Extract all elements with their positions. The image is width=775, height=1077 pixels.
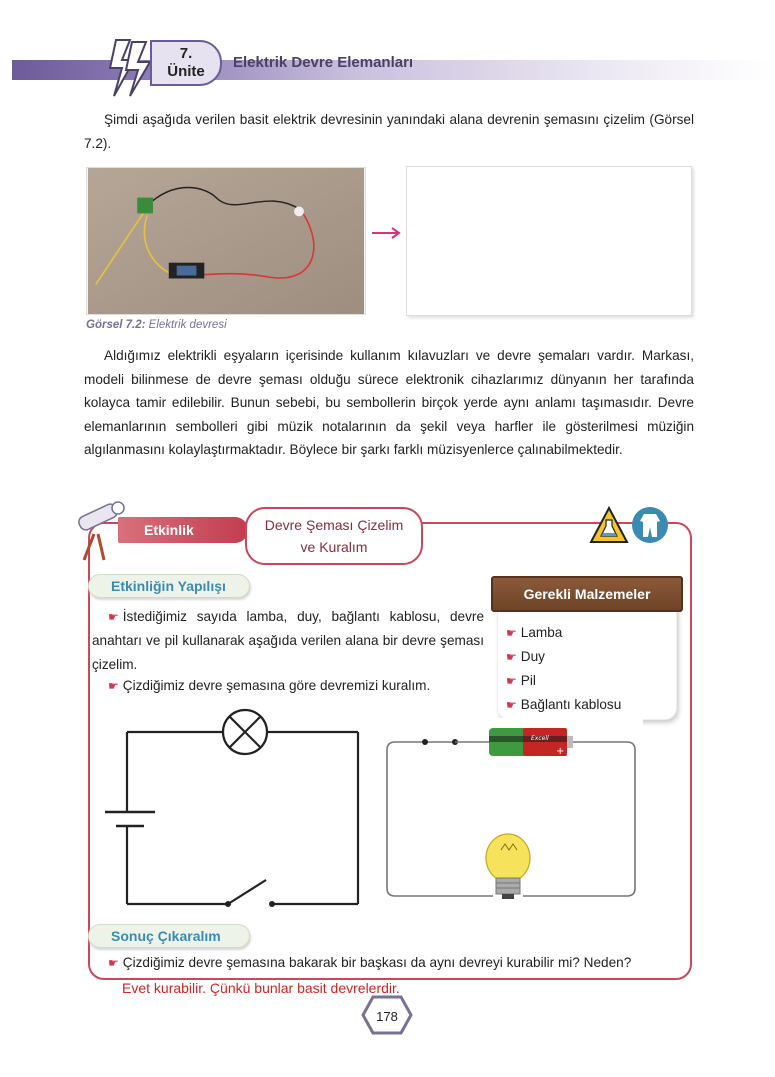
result-question: ☛ Çizdiğimiz devre şemasına bakarak bir başkası da aynı devreyi kurabilir mi? Neden?	[108, 955, 632, 970]
arrow-right-icon	[372, 226, 402, 240]
pointing-hand-icon: ☛	[506, 674, 517, 688]
pointing-hand-icon: ☛	[108, 679, 119, 693]
circuit-photo	[86, 167, 366, 315]
pointing-hand-icon: ☛	[506, 650, 517, 664]
result-heading: Sonuç Çıkaralım	[88, 924, 250, 948]
pointing-hand-icon: ☛	[108, 610, 119, 624]
circuit-schematic	[100, 708, 382, 924]
step-1	[92, 605, 484, 677]
materials-list	[506, 621, 621, 717]
activity-title	[245, 507, 423, 565]
page-number: 178	[376, 1009, 398, 1024]
diagram-drawing-area[interactable]	[406, 166, 692, 316]
unit-title: Elektrik Devre Elemanları	[233, 54, 414, 71]
pointing-hand-icon: ☛	[506, 698, 517, 712]
pointing-hand-icon: ☛	[108, 956, 119, 970]
caption-label: Görsel 7.2:	[86, 319, 146, 331]
material-item: ☛ Lamba	[506, 625, 563, 640]
svg-text:+: +	[556, 746, 565, 757]
body-paragraph: Aldığımız elektrikli eşyaların içerisinde kullanım kılavuzları ve devre şemaları vardır. Markası, modeli bilinmese de devre şeması olduğu sürece elektronik cihazlarımız dünyanın her tarafında kolayca tamir edilebilir. Bunun sebebi, bu sembollerin birçok yerde aynı anlamı taşımasıdır. Devre elemanlarının sembolleri gibi müzik notalarının da şekil veya harfler ile gösterilmesi müziğin algılanmasını kolaylaştırmaktadır. Böylece bir şarkı farklı müzisyenlerce çalınabilmektedir.	[84, 348, 694, 457]
circuit-illustration	[383, 718, 643, 918]
step-2-text: Çizdiğimiz devre şemasına göre devremizi kuralım.	[122, 678, 431, 693]
step-2	[108, 678, 430, 693]
materials-heading: Gerekli Malzemeler	[491, 576, 683, 612]
battery-illustration	[489, 728, 573, 757]
material-item: ☛ Pil	[506, 673, 536, 688]
handwritten-answer[interactable]: Evet kurabilir. Çünkü bunlar basit devrelerdir.	[122, 980, 400, 996]
lab-flask-warning-icon	[589, 506, 629, 546]
unit-word: Ünite	[167, 63, 205, 80]
step-1-text: İstediğimiz sayıda lamba, duy, bağlantı kablosu, devre anahtarı ve pil kullanarak aşağıda verilen alana bir devre şeması çizelim.	[92, 609, 484, 672]
activity-title-line1: Devre Şeması Çizelim	[264, 517, 404, 533]
intro-paragraph: Şimdi aşağıda verilen basit elektrik devresinin yanındaki alana devrenin şemasını çizelim (Görsel 7.2).	[84, 112, 694, 151]
unit-badge	[150, 40, 222, 86]
lab-coat-icon	[630, 505, 670, 545]
steps-heading: Etkinliğin Yapılışı	[88, 574, 250, 598]
activity-title-line2: ve Kuralım	[300, 539, 368, 555]
material-item: ☛ Duy	[506, 649, 545, 664]
caption-text: Elektrik devresi	[148, 319, 227, 331]
unit-number: 7.	[179, 45, 193, 62]
lamp-symbol	[223, 710, 267, 754]
figure-caption	[86, 319, 227, 331]
material-item: ☛ Bağlantı kablosu	[506, 697, 622, 712]
pointing-hand-icon: ☛	[506, 626, 517, 640]
activity-tab: Etkinlik	[118, 517, 248, 543]
battery-brand-label: Excell	[531, 735, 549, 742]
